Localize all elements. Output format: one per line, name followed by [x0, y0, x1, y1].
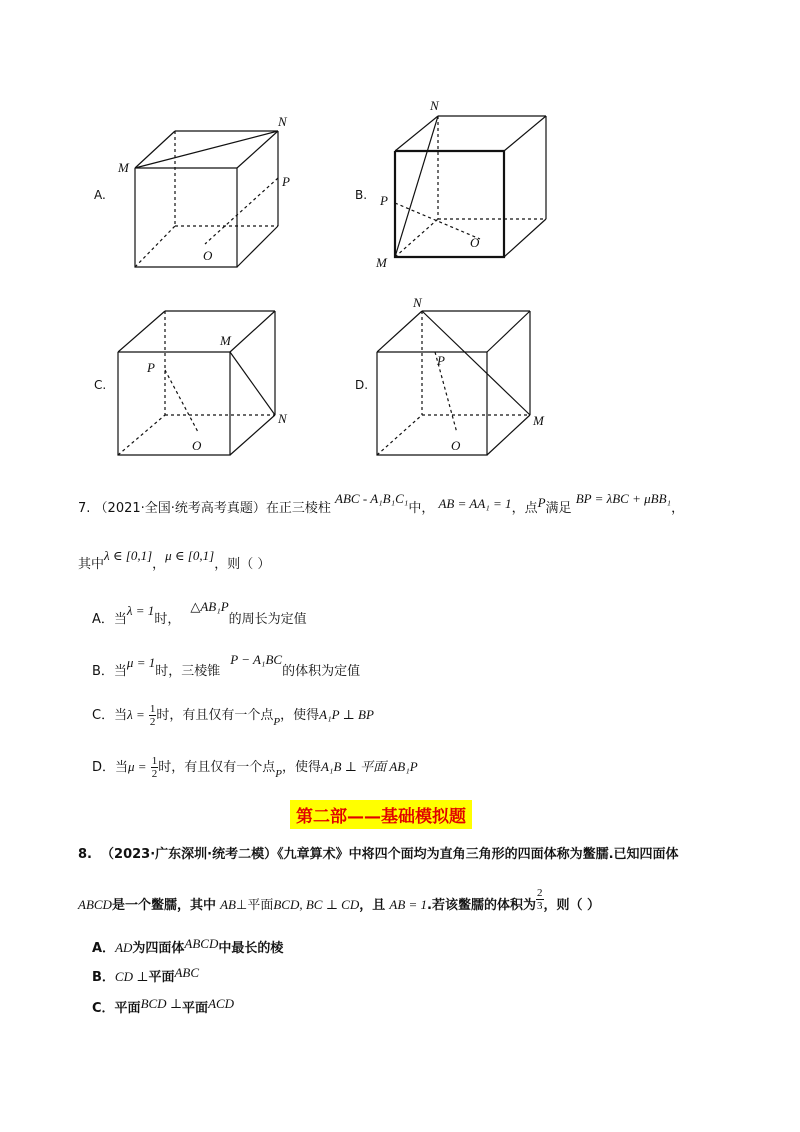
q7-option-b	[92, 652, 361, 679]
text-after: ，点	[511, 501, 538, 516]
option-c-label: C.	[94, 378, 107, 392]
edge-condition: AB = AA₁ = 1	[438, 496, 512, 511]
option-label: C．当	[92, 708, 128, 723]
fraction-numerator: 1	[149, 703, 156, 715]
question-7-line-2	[78, 548, 271, 572]
option-label: A．	[92, 941, 116, 956]
perp-plane: ⊥平面	[236, 898, 274, 913]
option-text: 为四面体	[132, 941, 185, 956]
cube-figure-a	[110, 110, 310, 280]
option-text: 时，三棱锥	[155, 664, 221, 679]
option-text: 平面	[114, 1001, 141, 1016]
option-text: ，使得	[281, 760, 321, 775]
question-text: 是一个鳖臑，其中	[111, 898, 216, 913]
label-p: P	[437, 353, 445, 368]
option-condition: λ = 1	[126, 603, 155, 618]
prism-name: ABC - A₁B₁C₁	[335, 491, 409, 506]
mu-range: μ ∈ [0,1]	[165, 548, 215, 563]
tetrahedron-name: ABCD	[184, 936, 219, 951]
option-expression: △AB₁P	[190, 599, 229, 614]
volume-fraction	[536, 887, 544, 912]
label-n: N	[430, 98, 439, 113]
label-m: M	[118, 160, 129, 175]
option-label: A．当	[92, 612, 127, 627]
option-variable: μ =	[128, 759, 147, 774]
option-d-label: D.	[355, 378, 369, 392]
plane-condition: BCD, BC ⊥ CD	[273, 897, 360, 912]
option-text: 时，	[154, 612, 181, 627]
label-o: O	[203, 248, 213, 263]
point-p: P	[537, 495, 546, 510]
text-tail: ，	[671, 501, 685, 516]
q8-option-a	[92, 937, 283, 956]
plane-bcd: BCD ⊥	[140, 996, 183, 1011]
option-variable: λ =	[127, 707, 145, 722]
option-text: 时，有且仅有一个点	[156, 708, 274, 723]
label-p: P	[282, 174, 290, 189]
fraction-denominator: 2	[149, 716, 156, 728]
option-a-label: A.	[94, 188, 106, 202]
q7-option-a	[92, 599, 307, 627]
question-7-line-1	[78, 491, 685, 516]
q7-option-d	[92, 755, 418, 780]
text-comma: ，	[152, 557, 166, 572]
label-o: O	[451, 438, 461, 453]
option-condition: μ = 1	[126, 655, 156, 670]
question-number: 8.	[78, 847, 92, 862]
question-text: .若该鳖臑的体积为	[427, 898, 536, 913]
point-p: P	[275, 768, 282, 780]
label-o: O	[192, 438, 202, 453]
plane-acd: ACD	[208, 996, 235, 1011]
option-text: 平面	[148, 970, 175, 985]
question-stem: （2023·广东深圳·统考二模）《九章算术》中将四个面均为直角三角形的四面体称为鳖臑.已知四面体	[101, 847, 679, 862]
q8-option-b	[92, 966, 199, 985]
lambda-range: λ ∈ [0,1]	[104, 548, 153, 563]
label-m: M	[533, 413, 544, 428]
text-then: ，则（ ）	[214, 557, 271, 572]
label-o: O	[470, 235, 480, 250]
point-p: P	[273, 716, 281, 728]
question-source: （2021·全国·统考高考真题）在正三棱柱	[94, 501, 331, 516]
question-number: 7.	[78, 501, 91, 516]
label-p: P	[147, 360, 155, 375]
option-text: 中最长的棱	[218, 941, 284, 956]
option-label: D．当	[92, 760, 129, 775]
label-m: M	[220, 333, 231, 348]
edge-ad: AD	[115, 940, 133, 955]
fraction-numerator: 2	[537, 887, 543, 899]
question-text: ，则（ ）	[543, 898, 601, 913]
option-label: B．当	[92, 664, 127, 679]
tetrahedron-name: ABCD	[78, 897, 112, 912]
option-label: C．	[92, 1001, 115, 1016]
section-title: 第二部——基础模拟题	[290, 800, 472, 829]
text-mid: 中，	[408, 501, 435, 516]
label-n: N	[278, 114, 287, 129]
option-expression: A₁P ⊥ BP	[319, 707, 374, 722]
fraction-numerator: 1	[151, 755, 158, 767]
label-n: N	[278, 411, 287, 426]
option-text: 时，有且仅有一个点	[158, 760, 276, 775]
cube-figure-c	[110, 300, 310, 470]
fraction-denominator: 3	[537, 900, 543, 912]
cube-figure-b	[370, 95, 570, 270]
q7-option-c	[92, 703, 374, 728]
label-p: P	[380, 193, 388, 208]
question-text: ，且	[359, 898, 386, 913]
option-text: 的体积为定值	[282, 664, 361, 679]
edge-ab: AB	[220, 897, 236, 912]
label-m: M	[376, 255, 387, 270]
text-where: 其中	[78, 557, 105, 572]
q8-option-c	[92, 997, 234, 1016]
plane-abc: ABC	[174, 965, 200, 980]
option-expression: A₁B ⊥ 平面 AB₁P	[320, 759, 418, 774]
option-label: B．	[92, 970, 115, 985]
option-text: ，使得	[280, 708, 320, 723]
question-8-line-2	[78, 887, 601, 918]
option-expression: P − A₁BC	[230, 652, 283, 667]
cube-figure-d	[365, 295, 565, 470]
option-b-label: B.	[355, 188, 368, 202]
text-satisfy: 满足	[545, 501, 572, 516]
option-text: 平面	[182, 1001, 209, 1016]
option-text: 的周长为定值	[228, 612, 307, 627]
edge-length: AB = 1	[389, 897, 428, 912]
fraction-denominator: 2	[151, 768, 158, 780]
question-8-line-1	[78, 843, 679, 862]
vector-equation: BP = λBC + μBB₁	[575, 491, 672, 506]
label-n: N	[413, 295, 422, 310]
edge-cd: CD ⊥	[114, 969, 149, 984]
